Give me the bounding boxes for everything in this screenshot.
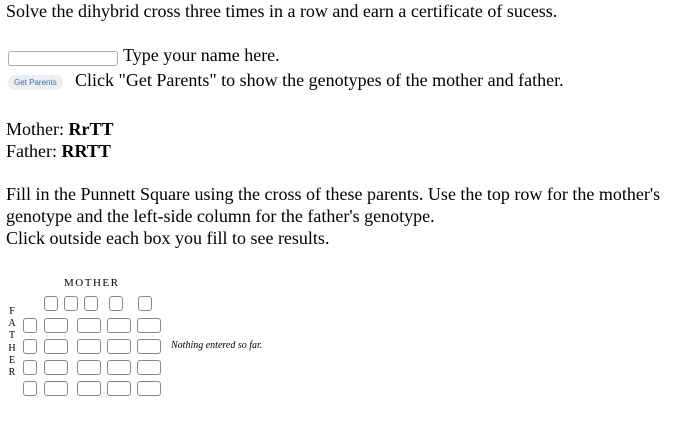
father-axis-label <box>7 306 17 379</box>
offspring-box[interactable] <box>77 318 101 333</box>
mother-gamete-box[interactable] <box>84 296 98 311</box>
father-gamete-box[interactable] <box>23 360 37 375</box>
offspring-box[interactable] <box>137 360 161 375</box>
mother-gamete-box[interactable] <box>109 296 123 311</box>
mother-genotype-line <box>6 118 114 140</box>
offspring-box[interactable] <box>44 360 68 375</box>
mother-genotype: RrTT <box>68 119 114 139</box>
father-genotype-line <box>6 140 111 162</box>
offspring-box[interactable] <box>77 360 101 375</box>
father-label: Father: <box>6 141 57 161</box>
father-genotype: RRTT <box>61 141 111 161</box>
father-gamete-box[interactable] <box>23 339 37 354</box>
instructions-line: Fill in the Punnett Square using the cross of these parents. Use the top row for the mother's genotype and the left-side column for the father's genotype. <box>6 184 661 226</box>
instructions-line: Click outside each box you fill to see results. <box>6 228 330 248</box>
father-gamete-box[interactable] <box>23 318 37 333</box>
name-input[interactable] <box>8 51 118 66</box>
father-gamete-box[interactable] <box>23 381 37 396</box>
father-axis-letter: F <box>9 306 15 317</box>
offspring-box[interactable] <box>137 381 161 396</box>
offspring-box[interactable] <box>44 339 68 354</box>
mother-gamete-box[interactable] <box>64 296 78 311</box>
offspring-box[interactable] <box>44 381 68 396</box>
mother-label: Mother: <box>6 119 64 139</box>
offspring-box[interactable] <box>107 339 131 354</box>
get-parents-button[interactable]: Get Parents <box>8 75 63 90</box>
father-axis-letter: E <box>8 354 16 366</box>
father-axis-letter: H <box>8 342 16 354</box>
offspring-box[interactable] <box>77 381 101 396</box>
father-axis-letter: A <box>8 318 16 330</box>
get-parents-hint: Click "Get Parents" to show the genotypes of the mother and father. <box>75 70 564 90</box>
father-axis-letter: R <box>8 367 16 379</box>
offspring-box[interactable] <box>107 360 131 375</box>
offspring-box[interactable] <box>137 318 161 333</box>
offspring-box[interactable] <box>44 318 68 333</box>
instructions-text <box>6 183 696 249</box>
mother-axis-label: MOTHER <box>64 277 120 289</box>
offspring-box[interactable] <box>107 381 131 396</box>
offspring-box[interactable] <box>137 339 161 354</box>
result-text: Nothing entered so far. <box>171 340 263 351</box>
offspring-box[interactable] <box>107 318 131 333</box>
name-hint: Type your name here. <box>123 45 280 65</box>
father-axis-letter: T <box>8 330 16 342</box>
offspring-box[interactable] <box>77 339 101 354</box>
intro-text: Solve the dihybrid cross three times in a row and earn a certificate of sucess. <box>6 1 558 21</box>
mother-gamete-box[interactable] <box>44 296 58 311</box>
mother-gamete-box[interactable] <box>138 296 152 311</box>
